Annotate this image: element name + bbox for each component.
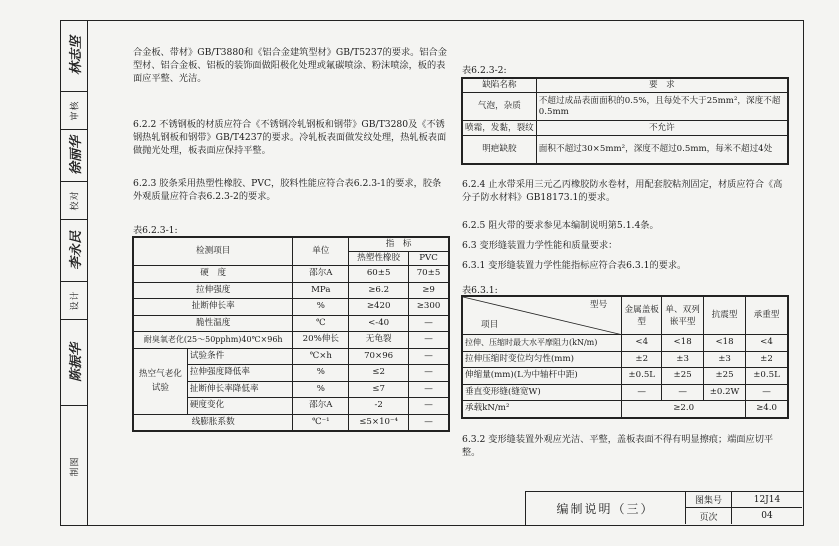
page-number-label: 页次 bbox=[686, 508, 732, 524]
header-defect: 缺陷名称 bbox=[463, 79, 537, 93]
title-block bbox=[525, 491, 804, 526]
signature-drafter: 陈振华 bbox=[60, 320, 88, 406]
page-number-value: 04 bbox=[761, 511, 773, 521]
label-proofread: 校对 bbox=[60, 182, 88, 220]
table-row: 热空气老化试验 试验条件 ℃×h 70×96 — bbox=[134, 348, 449, 365]
table-row: 拉伸压缩时变位均匀性(mm) ±2 ±3 ±3 ±2 bbox=[463, 351, 788, 368]
header-type: 型号 bbox=[590, 300, 608, 310]
table-row: 拉伸强度降低率 % ≤2 — bbox=[134, 365, 449, 382]
approval-strip bbox=[60, 20, 88, 526]
header-pvc: PVC bbox=[409, 252, 449, 266]
signature-reviewer: 林志坚 bbox=[60, 20, 88, 92]
header-requirement: 要 求 bbox=[536, 79, 787, 93]
signature-designer: 李永民 bbox=[60, 220, 88, 282]
table-row: 脆性温度 ℃ <-40 — bbox=[134, 315, 449, 332]
table-row: 线膨胀系数 ℃⁻¹ ≤5×10⁻⁴ — bbox=[134, 414, 449, 431]
signature-checker: 徐丽华 bbox=[60, 130, 88, 182]
header-unit: 单位 bbox=[293, 238, 349, 266]
header-load: 承重型 bbox=[746, 297, 788, 335]
header-seismic: 抗震型 bbox=[704, 297, 746, 335]
label-design: 设计 bbox=[60, 282, 88, 320]
header-item: 项目 bbox=[481, 320, 499, 330]
table-row: 气泡，杂质 不超过成品表面面积的0.5%，且每处不大于25mm²，深度不超0.5mm bbox=[463, 93, 788, 121]
table-6-2-3-2-caption: 表6.2.3-2: bbox=[462, 65, 507, 76]
paragraph-6-3-1: 6.3.1 变形缝装置力学性能指标应符合表6.3.1的要求。 bbox=[462, 260, 687, 271]
table-row: 扯断伸长率 % ≥420 ≥300 bbox=[134, 299, 449, 316]
paragraph-6-3-2: 6.3.2 变形缝装置外观应光洁、平整，盖板表面不得有明显擦痕；端面应切平整。 bbox=[462, 434, 774, 458]
table-6-3-1-caption: 表6.3.1: bbox=[462, 285, 498, 296]
table-6-3-1 bbox=[462, 296, 788, 418]
paragraph-6-2-5: 6.2.5 阻火带的要求参见本编制说明第5.1.4条。 bbox=[462, 220, 659, 231]
atlas-number-label: 图集号 bbox=[686, 492, 732, 508]
table-row: 耐臭氧老化(25～50pphm)40℃×96h 20%伸长 无龟裂 — bbox=[134, 332, 449, 349]
header-index: 指 标 bbox=[349, 238, 449, 252]
section-6-3-heading: 6.3 变形缝装置力学性能和质量要求： bbox=[462, 240, 618, 251]
table-row: 拉伸、压缩时最大水平摩阻力(kN/m) <4 <18 <18 <4 bbox=[463, 335, 788, 352]
paragraph-6-2-3: 6.2.3 胶条采用热塑性橡胶、PVC，胶料性能应符合表6.2.3-1的要求，胶条外观质量应符合表6.2.3-2的要求。 bbox=[133, 178, 442, 202]
header-tpe: 热塑性橡胶 bbox=[349, 252, 409, 266]
table-row: 扯断伸长率降低率 % ≤7 — bbox=[134, 381, 449, 398]
table-row: 拉伸强度 MPa ≥6.2 ≥9 bbox=[134, 282, 449, 299]
paragraph-6-2-1-cont: 合金板、带材》GB/T3880和《铝合金建筑型材》GB/T5237的要求。铝合金型材、铝合金板、铝板的装饰面做阳极化处理或氟碳喷涂、粉沫喷涂，板的表面应平整、光洁。 bbox=[133, 47, 447, 84]
table-row: 硬度变化 邵尔A -2 — bbox=[134, 398, 449, 415]
table-6-2-3-2 bbox=[462, 78, 788, 164]
table-row: 明疤缺胶 面积不超过30×5mm²，深度不超过0.5mm，每米不超过4处 bbox=[463, 136, 788, 164]
header-item: 检测项目 bbox=[134, 238, 293, 266]
table-row: 承载kN/m² ≥2.0 ≥4.0 bbox=[463, 401, 788, 418]
table-row: 喷霜，发黏，裂纹 不允许 bbox=[463, 121, 788, 136]
table-6-2-3-1 bbox=[133, 237, 449, 431]
header-metal-cover: 金属盖板型 bbox=[622, 297, 662, 335]
paragraph-6-2-4: 6.2.4 止水带采用三元乙丙橡胶防水卷材，用配套胶粘剂固定，材质应符合《高分子防水材料》GB18173.1的要求。 bbox=[462, 179, 783, 203]
table-row: 伸缩量(mm)(L为中轴杆中距) ±0.5L ±25 ±25 ±0.5L bbox=[463, 368, 788, 385]
table-row: 垂直变形缝(缝宽W) — — ±0.2W — bbox=[463, 384, 788, 401]
table-row: 硬 度 邵尔A 60±5 70±5 bbox=[134, 266, 449, 283]
sheet-title: 编制说明（三） bbox=[526, 492, 686, 524]
table-6-2-3-1-caption: 表6.2.3-1: bbox=[133, 225, 178, 236]
paragraph-6-2-2: 6.2.2 不锈钢板的材质应符合《不锈钢冷轧钢板和钢带》GB/T3280及《不锈钢热轧钢板和钢带》GB/T4237的要求。冷轧板表面做发纹处理，热轧板表面做抛光处理，板表面应保持平整。 bbox=[133, 119, 447, 156]
atlas-number-value: 12J14 bbox=[732, 492, 802, 508]
aging-group-label: 热空气老化试验 bbox=[134, 348, 188, 414]
header-type-item bbox=[463, 297, 622, 335]
label-review: 审核 bbox=[60, 92, 88, 130]
header-flush: 单、双列嵌平型 bbox=[662, 297, 704, 335]
label-drafting: 制图 bbox=[70, 455, 81, 477]
